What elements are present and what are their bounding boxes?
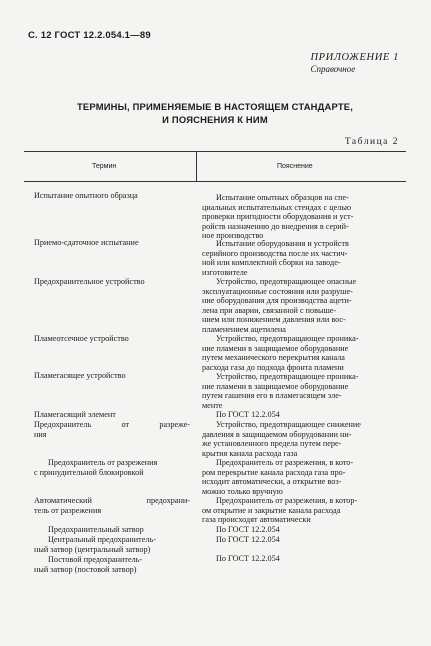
appendix-note: Справочное <box>310 64 356 74</box>
explanation-line: ние пламени в защищаемое оборудование <box>202 343 349 353</box>
explanation-line: серийного производства после их частич- <box>202 248 348 258</box>
explanation-line: ние оборудования для производства ацети- <box>202 296 352 306</box>
term-cell: Предохранительное устройство <box>34 277 145 286</box>
explanation-line: эксплуатационные состояния или разруше- <box>202 286 353 296</box>
explanation-line: По ГОСТ 12.2.054 <box>216 554 280 563</box>
explanation-line: путем гашения его в пламегасящем эле- <box>202 391 342 401</box>
explanation-cell <box>202 420 398 458</box>
explanation-line: По ГОСТ 12.2.054 <box>216 525 280 534</box>
term-cell <box>34 555 190 574</box>
explanation-cell <box>202 525 398 535</box>
table-column-divider <box>196 151 197 181</box>
explanation-line: циальных испытательных стендах с целью <box>202 202 352 212</box>
explanation-cell <box>202 554 398 564</box>
explanation-line: давления в защищаемом оборудовании ни- <box>202 429 352 439</box>
term-cell <box>34 535 190 554</box>
explanation-line: ной или комплектной сборки на заводе- <box>202 258 341 268</box>
appendix-label <box>310 52 399 74</box>
term-cell <box>34 458 190 477</box>
explanation-line: По ГОСТ 12.2.054 <box>216 410 280 419</box>
explanation-line: По ГОСТ 12.2.054 <box>216 535 280 544</box>
term-cell: Приемо-сдаточное испытание <box>34 238 139 247</box>
term-cell: Испытание опытного образца <box>34 191 138 200</box>
table-top-rule <box>24 151 406 152</box>
term-cell <box>34 496 190 515</box>
term-cell: Пламегасящий элемент <box>34 410 116 419</box>
explanation-cell <box>202 535 398 545</box>
term-line: Автоматический предохрани- <box>34 496 190 505</box>
explanation-line: проверки пригодности оборудования и уст- <box>202 212 354 222</box>
explanation-line: Предохранитель от разрежения, в котор- <box>216 496 358 505</box>
explanation-line: исходит автоматически, а открытие воз- <box>202 477 342 487</box>
term-line: Постовой предохранитель- <box>48 555 143 564</box>
explanation-line: ние пламени в защищаемое оборудование <box>202 381 349 391</box>
explanation-cell <box>202 410 398 420</box>
explanation-line: газа происходят автоматически <box>202 515 311 525</box>
table-caption: Таблица 2 <box>344 137 399 147</box>
explanation-line: ром перекрытие канала расхода газа про- <box>202 467 346 477</box>
explanation-line: крытия канала расхода газа <box>202 448 298 458</box>
explanation-cell <box>202 193 398 241</box>
title-line-2: И ПОЯСНЕНИЯ К НИМ <box>162 113 268 125</box>
explanation-line: Устройство, предотвращающее снижение <box>216 420 361 429</box>
explanation-line: ом открытие и закрытие канала расхода <box>202 505 341 515</box>
explanation-cell <box>202 496 398 525</box>
term-cell <box>34 420 190 439</box>
explanation-line: же установленного предела путем пере- <box>202 439 342 449</box>
explanation-line: ройств назначению до внедрения в серий- <box>202 221 349 231</box>
column-header-explanation: Пояснение <box>277 163 313 170</box>
term-line: тель от разрежения <box>34 505 102 515</box>
column-header-term: Термин <box>92 163 117 170</box>
term-line: ный затвор (центральный затвор) <box>34 544 151 554</box>
explanation-line: можно только вручную <box>202 486 283 496</box>
explanation-line: Испытание оборудования и устройств <box>216 239 349 248</box>
explanation-line: лена при аварии, связанной с повыше- <box>202 305 337 315</box>
term-line: ный затвор (постовой затвор) <box>34 564 137 574</box>
explanation-cell <box>202 334 398 372</box>
explanation-line: менте <box>202 400 223 410</box>
page-header: С. 12 ГОСТ 12.2.054.1—89 <box>28 30 151 41</box>
explanation-line: Предохранитель от разрежения, в кото- <box>216 458 354 467</box>
term-line: Предохранитель от разрежения <box>48 458 158 467</box>
title-line-1: ТЕРМИНЫ, ПРИМЕНЯЕМЫЕ В НАСТОЯЩЕМ СТАНДАРТЕ, <box>76 101 354 112</box>
explanation-cell <box>202 372 398 410</box>
explanation-cell <box>202 277 398 335</box>
explanation-cell <box>202 239 398 277</box>
appendix-title: ПРИЛОЖЕНИЕ 1 <box>310 52 399 63</box>
explanation-line: Испытание опытных образцов на спе- <box>216 193 349 202</box>
explanation-line: путем механического перекрытия канала <box>202 353 345 363</box>
term-line: с принудительной блокировкой <box>34 467 144 477</box>
explanation-line: ное производство <box>202 231 264 241</box>
term-line: ния <box>34 429 47 439</box>
term-cell: Пламегасящее устройство <box>34 371 126 380</box>
explanation-line: изготовителе <box>202 267 248 277</box>
explanation-line: пламенением ацетилена <box>202 324 286 334</box>
explanation-cell <box>202 458 398 496</box>
explanation-line: расхода газа до подхода фронта пламени <box>202 362 344 372</box>
document-title <box>40 101 390 126</box>
explanation-line: Устройство, предотвращающее проника- <box>216 334 359 343</box>
term-cell: Пламеотсечное устройство <box>34 334 129 343</box>
term-line: Предохранитель от разреже- <box>34 420 190 429</box>
explanation-line: Устройство, предотвращающее проника- <box>216 372 359 381</box>
table-header-rule <box>24 181 406 182</box>
term-line: Центральный предохранитель- <box>48 535 156 544</box>
term-cell: Предохранительный затвор <box>48 525 144 534</box>
explanation-line: Устройство, предотвращающее опасные <box>216 277 357 286</box>
explanation-line: нием или понижением давления или вос- <box>202 315 346 325</box>
